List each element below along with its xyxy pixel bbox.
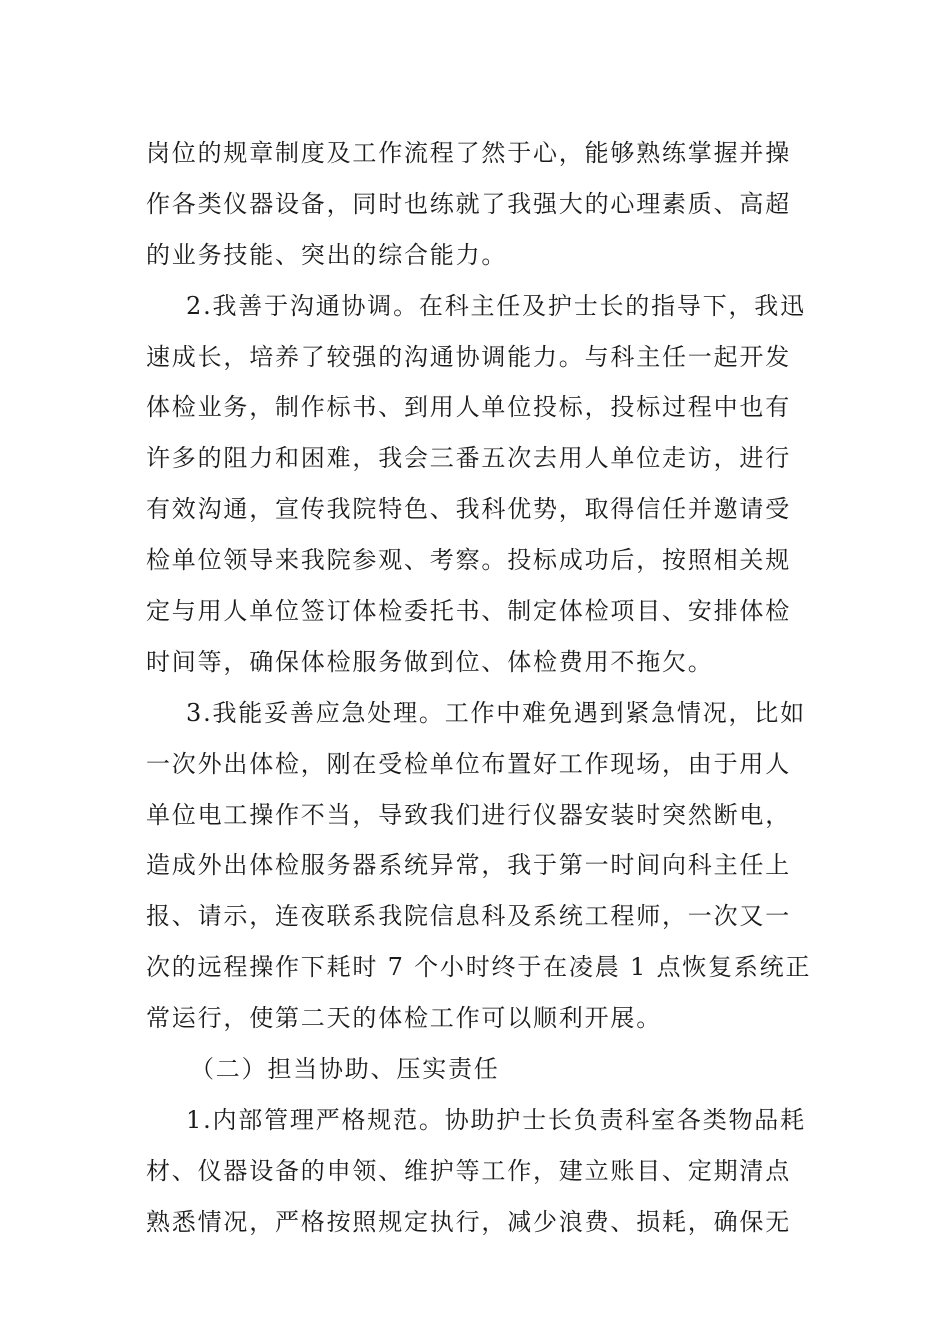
text-line: 一次外出体检，刚在受检单位布置好工作现场，由于用人 (146, 749, 791, 778)
text-line: 材、仪器设备的申领、维护等工作，建立账目、定期清点 (146, 1156, 791, 1185)
text-line: 报、请示，连夜联系我院信息科及系统工程师，一次又一 (146, 902, 791, 931)
text-line: 常运行，使第二天的体检工作可以顺利开展。 (146, 1004, 662, 1033)
text-line: 体检业务，制作标书、到用人单位投标，投标过程中也有 (146, 393, 791, 422)
text-line: 作各类仪器设备，同时也练就了我强大的心理素质、高超 (146, 189, 791, 218)
paragraph-start-line: 1.内部管理严格规范。协助护士长负责科室各类物品耗 (186, 1105, 806, 1134)
text-line: 岗位的规章制度及工作流程了然于心，能够熟练掌握并操 (146, 139, 791, 167)
text-line: 单位电工操作不当，导致我们进行仪器安装时突然断电， (146, 800, 791, 829)
text-line: 检单位领导来我院参观、考察。投标成功后，按照相关规 (146, 546, 791, 575)
text-line: 次的远程操作下耗时 7 个小时终于在凌晨 1 点恢复系统正 (146, 953, 812, 982)
text-line: 有效沟通，宣传我院特色、我科优势，取得信任并邀请受 (146, 495, 791, 524)
paragraph-start-line: 3.我能妥善应急处理。工作中难免遇到紧急情况，比如 (186, 698, 806, 727)
paragraph-start-line: 2.我善于沟通协调。在科主任及护士长的指导下，我迅 (186, 291, 806, 320)
text-line: 许多的阻力和困难，我会三番五次去用人单位走访，进行 (146, 444, 791, 473)
body-text (146, 128, 810, 1248)
text-line: 时间等，确保体检服务做到位、体检费用不拖欠。 (146, 647, 714, 676)
text-line: 熟悉情况，严格按照规定执行，减少浪费、损耗，确保无 (146, 1207, 791, 1236)
text-line: 定与用人单位签订体检委托书、制定体检项目、安排体检 (146, 597, 791, 626)
text-line: 速成长，培养了较强的沟通协调能力。与科主任一起开发 (146, 342, 791, 371)
section-heading: （二）担当协助、压实责任 (190, 1055, 500, 1084)
text-line: 造成外出体检服务器系统异常，我于第一时间向科主任上 (146, 851, 791, 880)
text-line: 的业务技能、突出的综合能力。 (146, 240, 508, 269)
